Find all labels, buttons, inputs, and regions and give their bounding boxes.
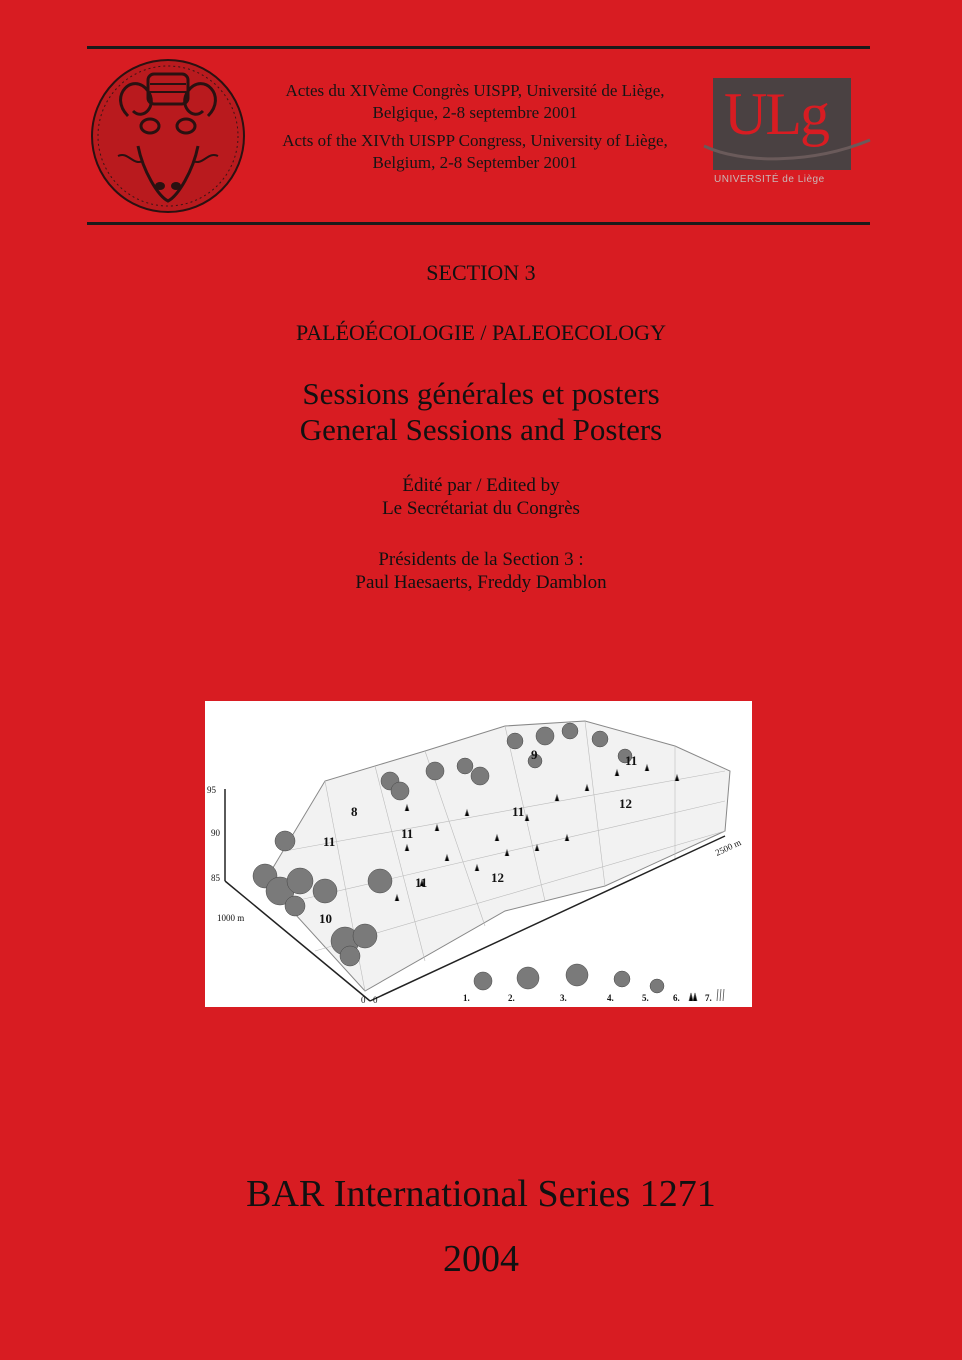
title-fr: Sessions générales et posters	[302, 376, 660, 411]
header-en-line-2: Belgium, 2-8 September 2001	[372, 153, 578, 172]
ulg-logo-letters: ULg	[724, 81, 828, 147]
book-title	[0, 376, 962, 448]
presidents-label: Présidents de la Section 3 :	[378, 549, 584, 570]
landscape-figure	[205, 701, 752, 1007]
ulg-logo-subtitle: UNIVERSITÉ de Liège	[714, 174, 825, 185]
legend-item-7: 7.	[705, 993, 712, 1003]
section-label: SECTION 3	[426, 260, 536, 285]
legend-item-5: 5.	[642, 993, 649, 1003]
zone-number: 12	[619, 796, 632, 811]
series-title: BAR International Series 1271	[246, 1173, 716, 1215]
theme-heading: PALÉOÉCOLOGIE / PALEOECOLOGY	[296, 320, 666, 345]
axis-label-1000m: 1000 m	[217, 913, 245, 923]
zone-number: 11	[625, 753, 638, 768]
zone-number: 11	[401, 826, 414, 841]
ulg-logo	[702, 78, 872, 193]
congress-header	[255, 80, 695, 174]
presidents-names: Paul Haesaerts, Freddy Damblon	[355, 572, 607, 593]
editor-name: Le Secrétariat du Congrès	[382, 498, 580, 519]
editors-block	[0, 474, 962, 520]
zone-number: 10	[319, 911, 332, 926]
presidents-block	[0, 548, 962, 594]
header-fr-line-2: Belgique, 2-8 septembre 2001	[372, 103, 578, 122]
legend-item-3: 3.	[560, 993, 567, 1003]
legend-item-4: 4.	[607, 993, 614, 1003]
axis-label-2500m: 2500 m	[713, 837, 743, 858]
axis-label-90: 90	[211, 828, 220, 838]
legend-item-6: 6.	[673, 993, 680, 1003]
uispp-seal-emblem	[88, 56, 248, 216]
legend-item-1: 1.	[463, 993, 470, 1003]
bottom-rule	[87, 222, 870, 225]
title-en: General Sessions and Posters	[299, 412, 663, 447]
ulg-logo-swoosh	[702, 136, 872, 166]
header-fr-line-1: Actes du XIVème Congrès UISPP, Université de Liège,	[285, 81, 665, 100]
zone-number: 8	[351, 804, 358, 819]
edited-by-label: Édité par / Edited by	[402, 475, 560, 496]
zone-number: 11	[415, 875, 428, 890]
zone-number: 11	[512, 804, 525, 819]
axis-label-origin-y: 0	[361, 995, 366, 1005]
top-rule	[87, 46, 870, 49]
header-en-line-1: Acts of the XIVth UISPP Congress, University of Liège,	[282, 131, 668, 150]
axis-label-85: 85	[211, 873, 220, 883]
zone-number: 12	[491, 870, 504, 885]
landscape-3d-plot	[205, 701, 752, 1007]
axis-label-origin-x: 0	[373, 995, 378, 1005]
zone-number: 9	[531, 747, 538, 762]
publication-year: 2004	[443, 1238, 519, 1280]
legend-item-2: 2.	[508, 993, 515, 1003]
axis-label-95: 95	[207, 785, 216, 795]
zone-number: 11	[323, 834, 336, 849]
